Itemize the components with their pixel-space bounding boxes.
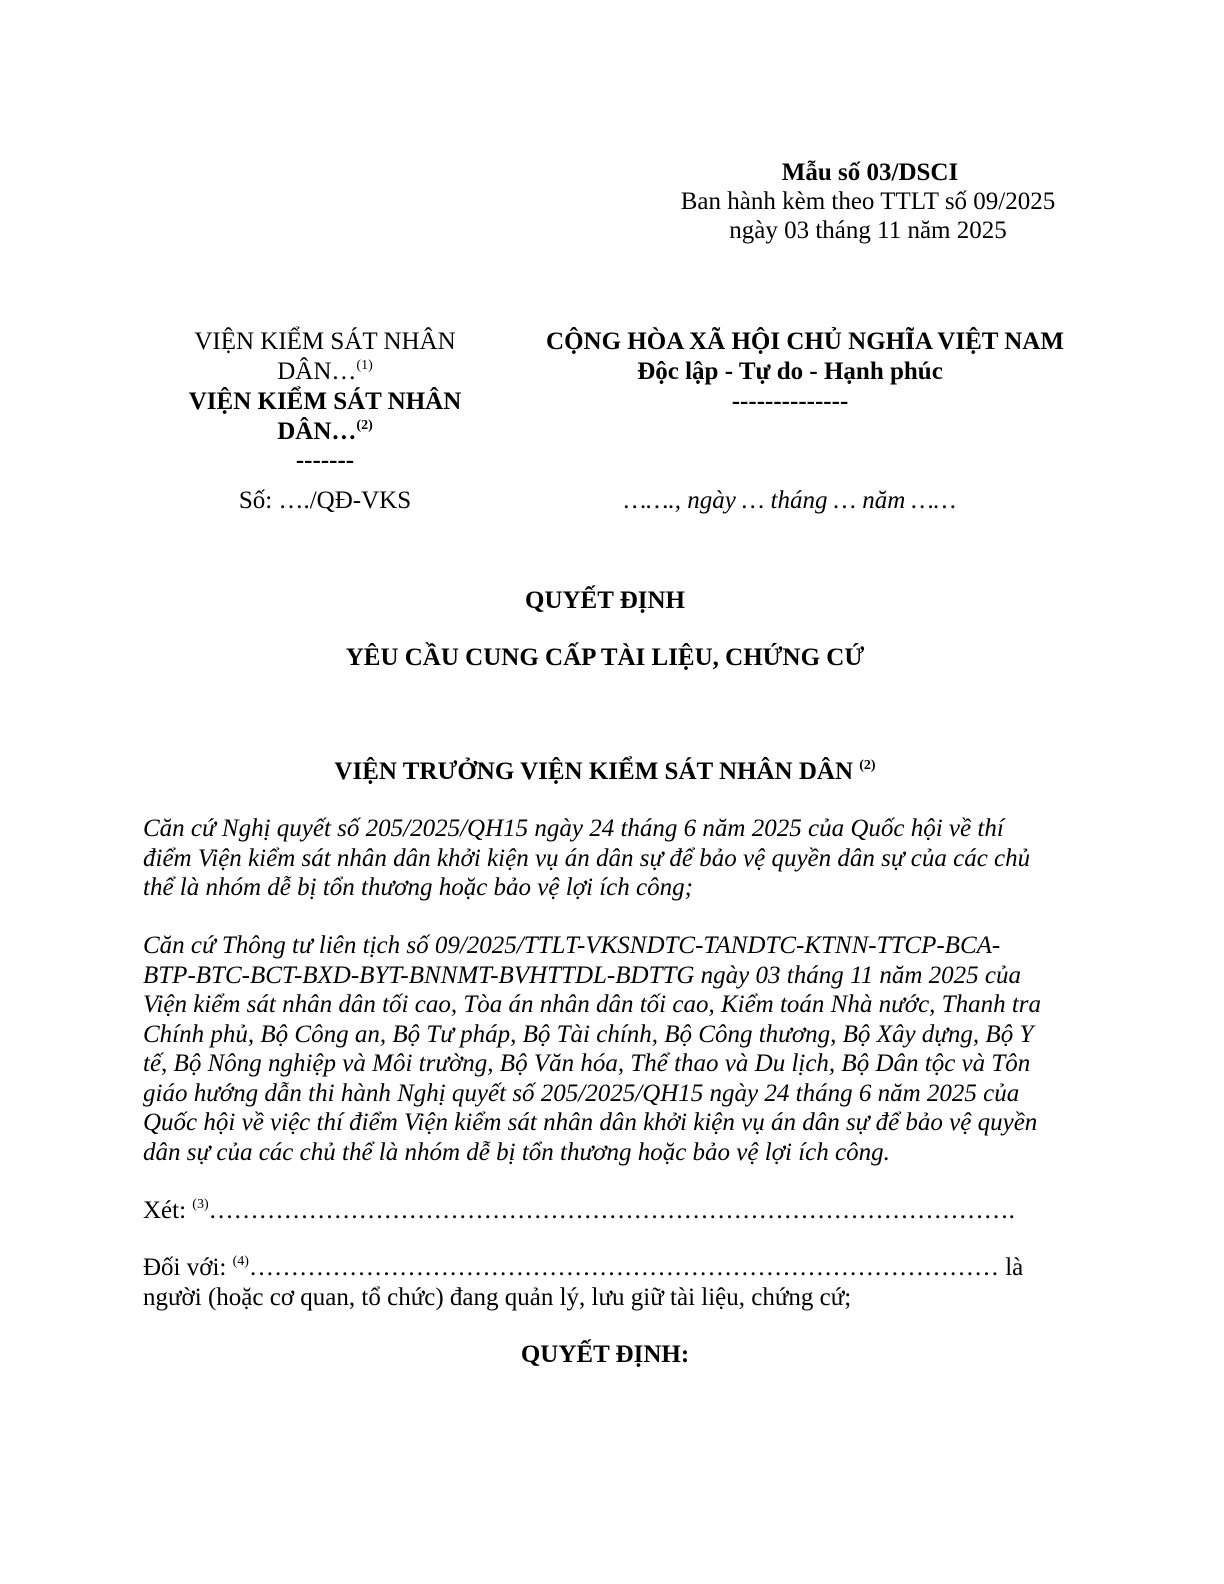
issuing-authority: VIỆN TRƯỞNG VIỆN KIỂM SÁT NHÂN DÂN $^{(2)}$ [334,758,876,785]
footnote-ref: (2) [356,418,373,433]
document-subtitle: YÊU CẦU CUNG CẤP TÀI LIỆU, CHỨNG CỨ [345,644,865,671]
decision-heading: QUYẾT ĐỊNH: [520,1341,690,1368]
consider-line: Xét: $^{(3)}$……………………………………………………………………………………. [143,1197,1015,1224]
form-issued-date: ngày 03 tháng 11 năm 2025 [729,217,1007,244]
form-number: Mẫu số 03/DSCI [781,159,959,186]
right-divider: -------------- [731,388,849,415]
place-date-line: ……., ngày … tháng … năm …… [624,487,956,514]
regarding-line: Đối với: $^{(4)}$……………………………………………………………………………… là [143,1254,1024,1281]
legal-basis-1: Căn cứ Nghị quyết số 205/2025/QH15 ngày 24 tháng 6 năm 2025 của Quốc hội về thí điểm Viện kiểm sát nhân dân khởi kiện vụ án dân sự để bảo vệ quyền dân sự của các chủ thể là nhóm dễ bị tổn thương hoặc bảo vệ lợi ích công; [143,815,1031,901]
agency-line-2a: VIỆN KIỂM SÁT NHÂN [188,388,462,415]
agency-line-1b: DÂN…$^{(1)}$ [277,358,373,385]
national-motto: Độc lập - Tự do - Hạnh phúc [637,358,943,385]
agency-line-2b: DÂN…$^{(2)}$ [277,418,373,445]
regarding-fill-dots: ……………………………………………………………………………… [248,1254,999,1281]
form-issued-with: Ban hành kèm theo TTLT số 09/2025 [680,188,1056,215]
footnote-ref: (1) [356,358,373,373]
footnote-ref: (4) [232,1254,249,1269]
footnote-ref: (2) [859,758,876,773]
regarding-line-2: người (hoặc cơ quan, tổ chức) đang quản lý, lưu giữ tài liệu, chứng cứ; [143,1284,852,1311]
footnote-ref: (3) [192,1197,209,1212]
agency-line-1a: VIỆN KIỂM SÁT NHÂN [194,328,456,355]
document-number: Số: …./QĐ-VKS [238,487,412,514]
left-divider: ------- [295,447,355,474]
consider-fill-dots: ……………………………………………………………………………………. [208,1197,1015,1224]
document-title: QUYẾT ĐỊNH [525,587,685,614]
country-name: CỘNG HÒA XÃ HỘI CHỦ NGHĨA VIỆT NAM [546,328,1064,355]
legal-basis-2: Căn cứ Thông tư liên tịch số 09/2025/TTLT-VKSNDTC-TANDTC-KTNN-TTCP-BCA- BTP-BTC-BCT-BXD-BYT-BNNMT-BVHTTDL-BDTTG ngày 03 tháng 11 năm 2025 của Viện kiểm sát nhân dân tối cao, Tòa án nhân dân tối cao, Kiểm toán Nhà nước, Thanh tra Chính phủ, Bộ Công an, Bộ Tư pháp, Bộ Tài chính, Bộ Công thương, Bộ Xây dựng, Bộ Y tế, Bộ Nông nghiệp và Môi trường, Bộ Văn hóa, Thể thao và Du lịch, Bộ Dân tộc và Tôn giáo hướng dẫn thi hành Nghị quyết số 205/2025/QH15 ngày 24 tháng 6 năm 2025 của Quốc hội về việc thí điểm Viện kiểm sát nhân dân khởi kiện vụ án dân sự để bảo vệ quyền dân sự của các chủ thể là nhóm dễ bị tổn thương hoặc bảo vệ lợi ích công. [143,932,1041,1166]
